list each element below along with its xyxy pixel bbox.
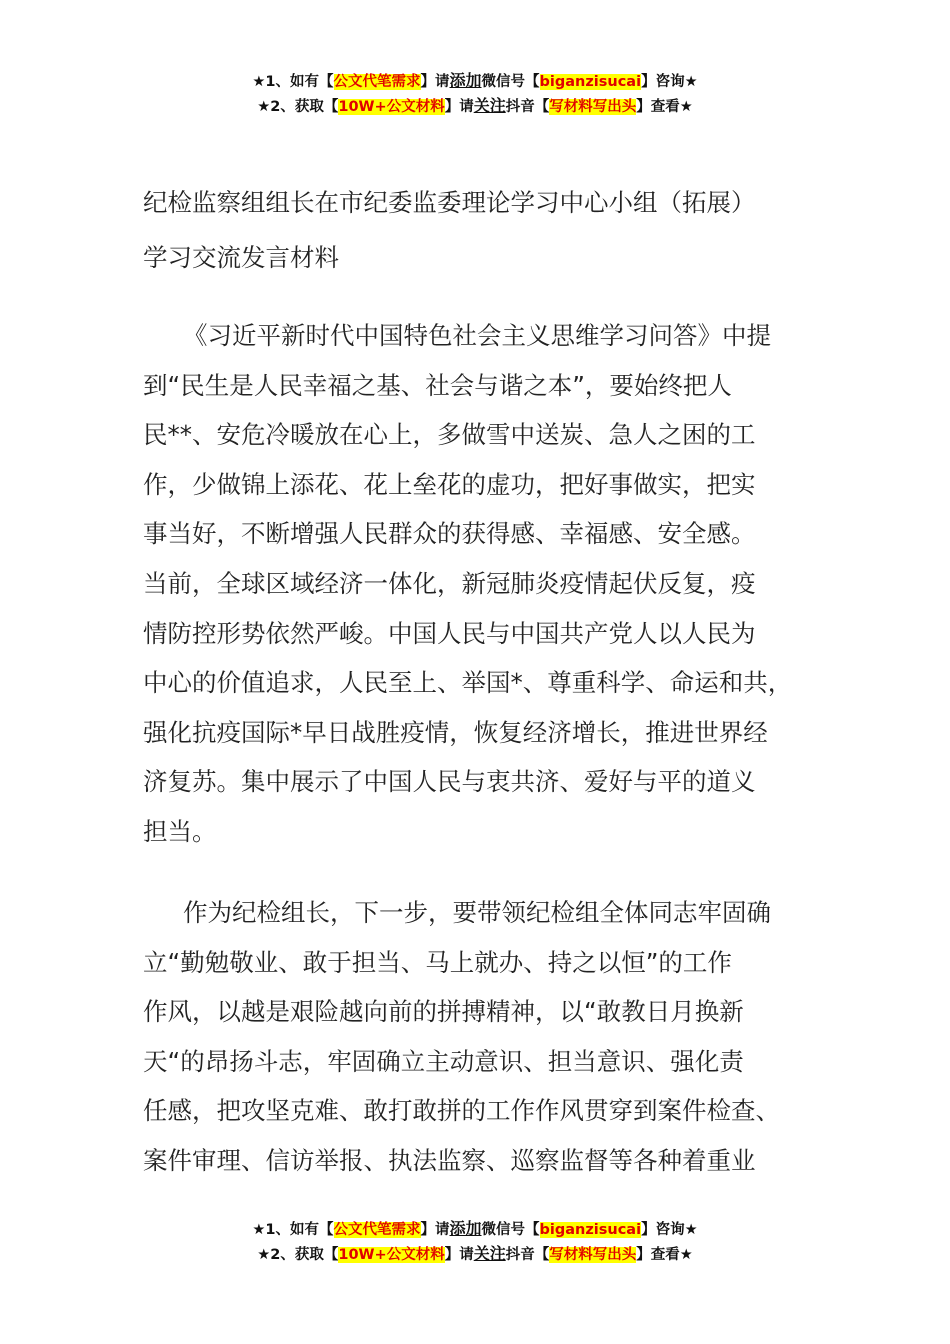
paragraph-line: 作风，以越是艰险越向前的拼搏精神，以“敢教日月换新: [143, 997, 744, 1027]
paragraph-line: 作为纪检组长，下一步，要带领纪检组全体同志牢固确: [183, 898, 771, 927]
paragraph-1: [143, 311, 823, 857]
paragraph-line: 《习近平新时代中国特色社会主义思维学习问答》中提: [183, 321, 771, 350]
paragraph-line: 到“民生是人民幸福之基、社会与谐之本”，要始终把人: [143, 370, 732, 400]
paragraph-line: 民**、安危冷暖放在心上，多做雪中送炭、急人之困的工: [143, 420, 756, 450]
paragraph-line: 强化抗疫国际*早日战胜疫情，恢复经济增长，推进世界经: [143, 717, 768, 747]
title-line: 纪检监察组组长在市纪委监委理论学习中心小组（拓展）: [143, 188, 756, 217]
banner-line-1: ★1、如有【公文代笔需求】请添加微信号【biganzisucai】咨询★: [252, 1219, 698, 1238]
highlight-service: 公文代笔需求: [333, 1222, 421, 1238]
paragraph-line: 作，少做锦上添花、花上垒花的虚功，把好事做实，把实: [143, 469, 756, 499]
paragraph-line: 当前，全球区域经济一体化，新冠肺炎疫情起伏反复，疫: [143, 568, 756, 598]
highlight-materials: 10W+公文材料: [338, 1247, 445, 1263]
banner-line-1: ★1、如有【公文代笔需求】请添加微信号【biganzisucai】咨询★: [252, 71, 698, 90]
paragraph-line: 任感，把攻坚克难、敢打敢拼的工作作风贯穿到案件检查、: [143, 1096, 780, 1126]
paragraph-line: 事当好，不断增强人民群众的获得感、幸福感、安全感。: [143, 519, 756, 549]
title-line: 学习交流发言材料: [143, 243, 339, 272]
paragraph-2: [143, 888, 823, 1186]
banner-line-2: ★2、获取【10W+公文材料】请关注抖音【写材料写出头】查看★: [257, 1244, 693, 1263]
banner-line-2: ★2、获取【10W+公文材料】请关注抖音【写材料写出头】查看★: [257, 96, 693, 115]
paragraph-line: 情防控形势依然严峻。中国人民与中国共产党人以人民为: [143, 618, 756, 648]
header-banner: [0, 69, 950, 119]
document-title: [143, 183, 823, 278]
paragraph-line: 中心的价值追求，人民至上、举国*、尊重科学、命运和共，: [143, 668, 793, 698]
paragraph-line: 立“勤勉敬业、敢于担当、马上就办、持之以恒”的工作: [143, 947, 732, 977]
highlight-wechat-id: biganzisucai: [539, 1222, 642, 1238]
paragraph-line: 担当。: [143, 816, 217, 846]
highlight-douyin: 写材料写出头: [549, 1247, 637, 1263]
footer-banner: [0, 1217, 950, 1267]
paragraph-line: 天“的昂扬斗志，牢固确立主动意识、担当意识、强化责: [143, 1046, 744, 1076]
paragraph-line: 案件审理、信访举报、执法监察、巡察监督等各种着重业: [143, 1145, 756, 1175]
paragraph-line: 济复苏。集中展示了中国人民与衷共济、爱好与平的道义: [143, 767, 756, 797]
highlight-douyin: 写材料写出头: [549, 99, 637, 115]
highlight-service: 公文代笔需求: [333, 74, 421, 90]
highlight-wechat-id: biganzisucai: [539, 74, 642, 90]
highlight-materials: 10W+公文材料: [338, 99, 445, 115]
